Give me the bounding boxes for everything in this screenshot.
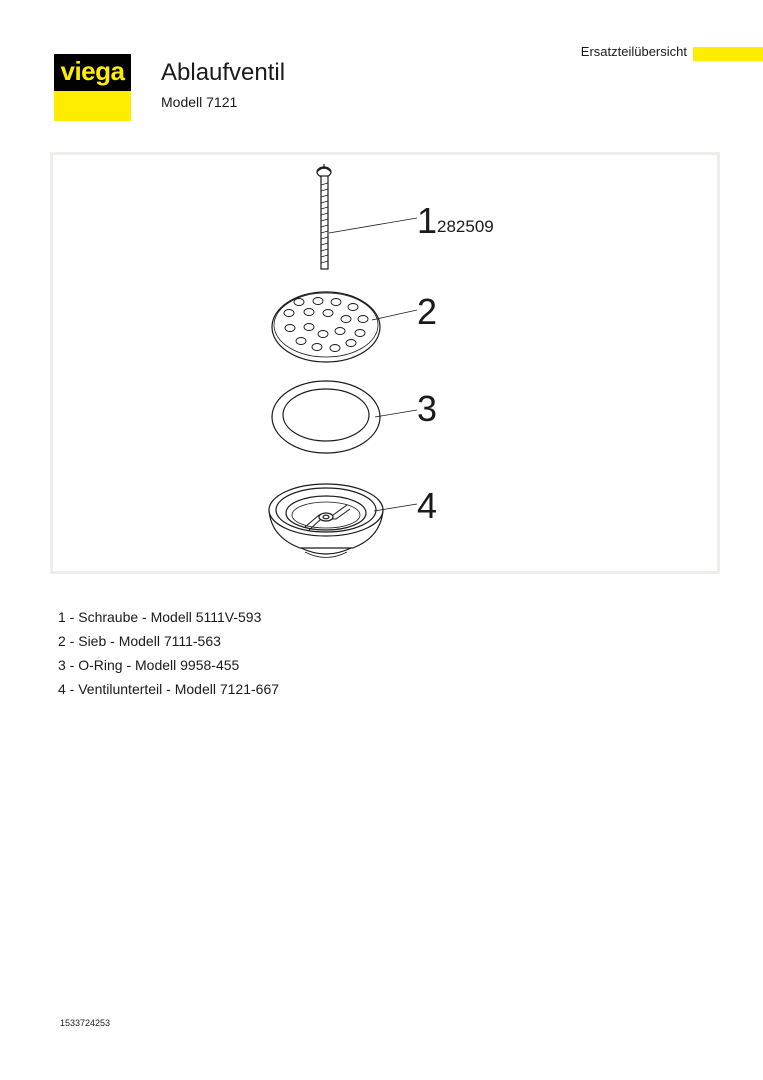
screw-part [317, 164, 417, 269]
list-item: 4 - Ventilunterteil - Modell 7121-667 [58, 681, 280, 697]
parts-list [58, 605, 279, 701]
callout-2-number: 2 [417, 291, 438, 332]
list-item: 1 - Schraube - Modell 5111V-593 [58, 609, 262, 625]
o-ring-part [272, 381, 417, 453]
page-title: Ablaufventil [161, 59, 286, 86]
list-item: 2 - Sieb - Modell 7111-563 [58, 633, 221, 649]
callout-1-article-number: 282509 [437, 217, 494, 236]
exploded-view-drawing [53, 155, 717, 571]
viega-logo [54, 54, 131, 121]
list-item: 3 - O-Ring - Modell 9958-455 [58, 657, 240, 673]
callout-1-number: 1 [417, 200, 438, 241]
logo-yellow-block [54, 91, 131, 121]
strainer-part [272, 292, 417, 362]
callout-3-number: 3 [417, 388, 438, 429]
document-type-label: Ersatzteilübersicht [580, 44, 687, 59]
exploded-view-figure [50, 152, 720, 574]
logo-black-block [54, 54, 131, 91]
valve-body-part [269, 484, 417, 558]
callout-4-number: 4 [417, 485, 438, 526]
page-subtitle: Modell 7121 [161, 94, 238, 110]
document-type-marker [693, 47, 763, 61]
document-number: 1533724253 [60, 1018, 111, 1028]
logo-wordmark: viega [60, 55, 125, 86]
